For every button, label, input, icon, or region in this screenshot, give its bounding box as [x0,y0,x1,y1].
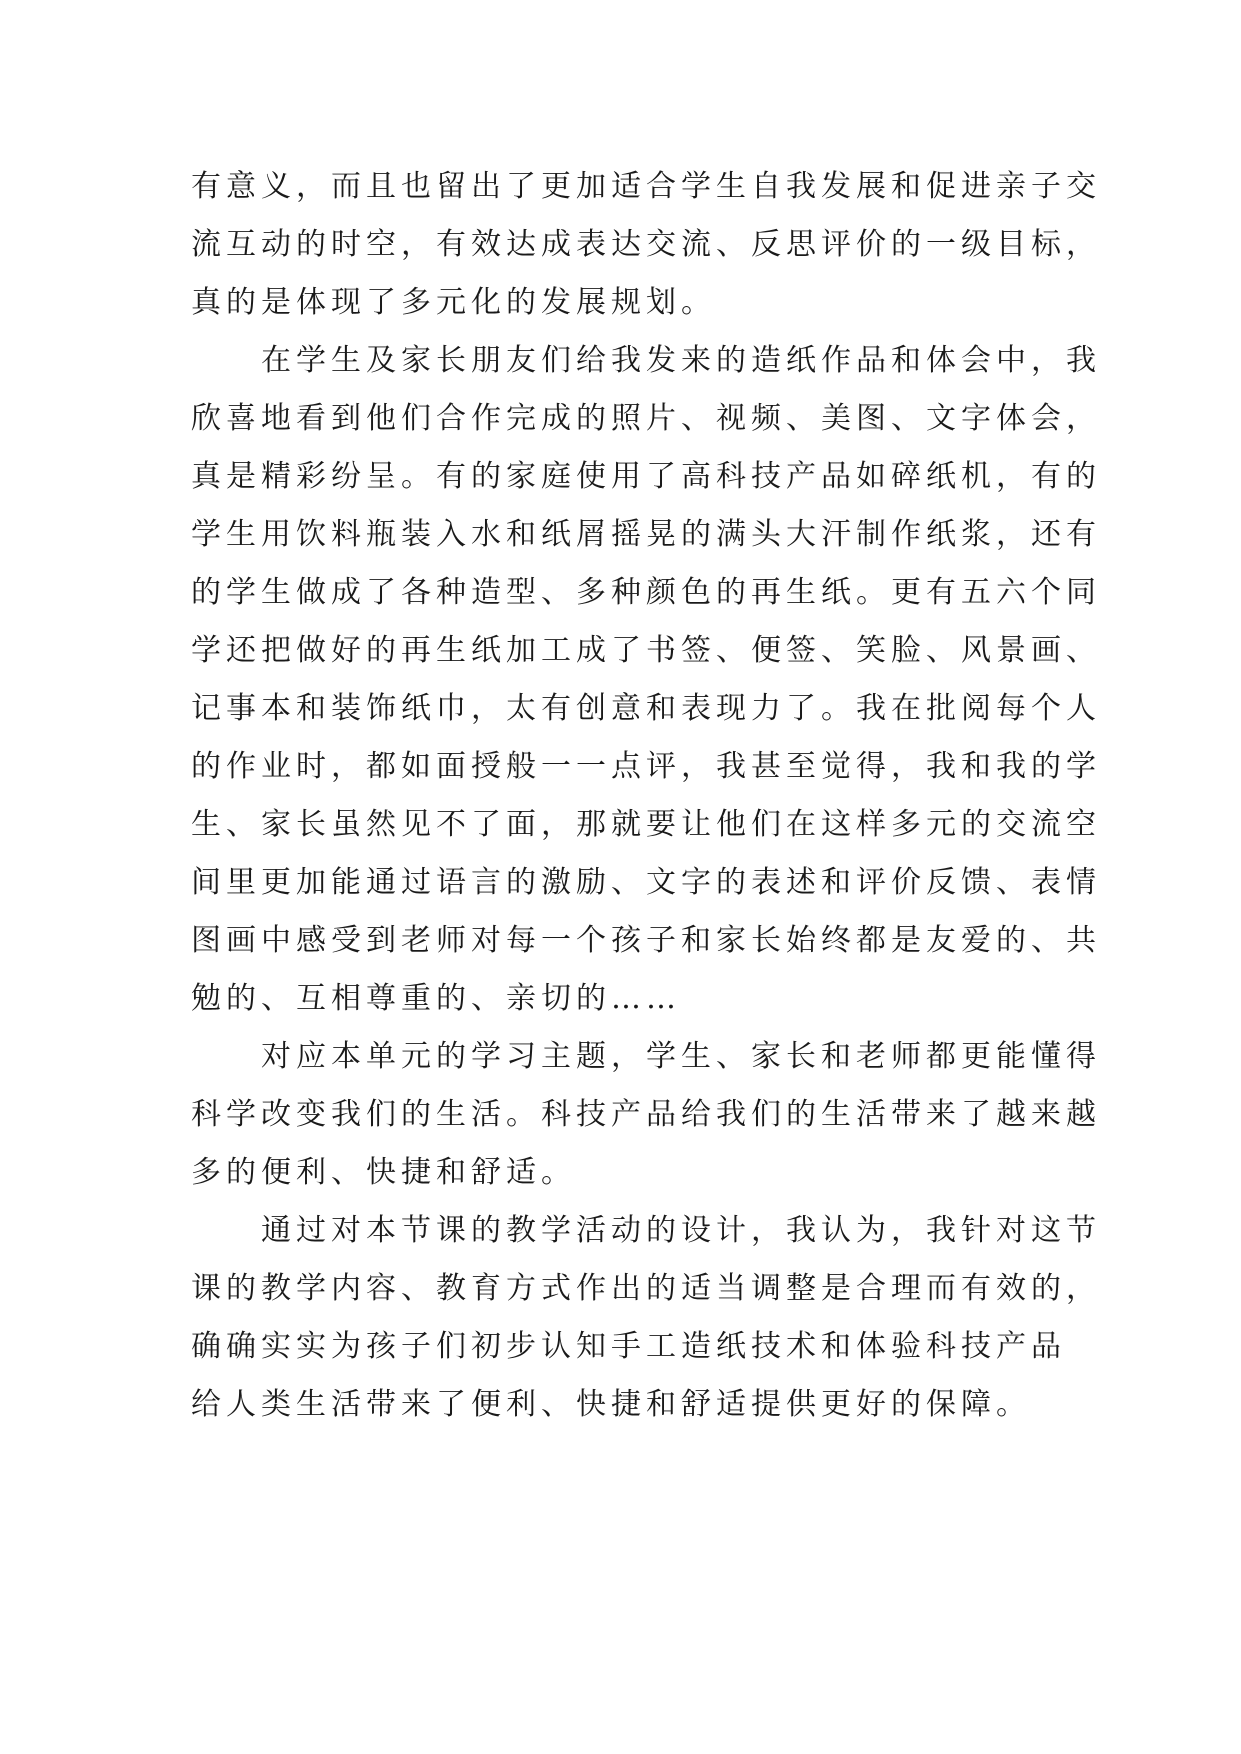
text-line: 的学生做成了各种造型、多种颜色的再生纸。更有五六个同 [191,575,1101,610]
text-line: 学生用饮料瓶装入水和纸屑摇晃的满头大汗制作纸浆，还有 [191,517,1101,552]
text-line: 勉的、互相尊重的、亲切的…… [191,981,681,1016]
text-line: 的作业时，都如面授般一一点评，我甚至觉得，我和我的学 [191,749,1101,784]
text-line: 确确实实为孩子们初步认知手工造纸技术和体验科技产品 [191,1329,1066,1364]
text-line: 学还把做好的再生纸加工成了书签、便签、笑脸、风景画、 [191,633,1101,668]
text-line: 课的教学内容、教育方式作出的适当调整是合理而有效的， [191,1271,1101,1306]
text-line: 科学改变我们的生活。科技产品给我们的生活带来了越来越 [191,1097,1101,1132]
paragraph-3 [191,1028,1101,1202]
text-line: 多的便利、快捷和舒适。 [191,1155,576,1190]
document-body [191,158,1101,1434]
paragraph-2 [191,332,1101,1028]
text-line: 真的是体现了多元化的发展规划。 [191,285,716,320]
text-line: 给人类生活带来了便利、快捷和舒适提供更好的保障。 [191,1387,1031,1422]
paragraph-1 [191,158,1101,332]
text-line: 欣喜地看到他们合作完成的照片、视频、美图、文字体会， [191,401,1101,436]
text-line: 通过对本节课的教学活动的设计，我认为，我针对这节 [261,1213,1101,1248]
text-line: 记事本和装饰纸巾，太有创意和表现力了。我在批阅每个人 [191,691,1101,726]
text-line: 图画中感受到老师对每一个孩子和家长始终都是友爱的、共 [191,923,1101,958]
text-line: 有意义，而且也留出了更加适合学生自我发展和促进亲子交 [191,169,1101,204]
text-line: 生、家长虽然见不了面，那就要让他们在这样多元的交流空 [191,807,1101,842]
text-line: 流互动的时空，有效达成表达交流、反思评价的一级目标， [191,227,1101,262]
text-line: 间里更加能通过语言的激励、文字的表述和评价反馈、表情 [191,865,1101,900]
paragraph-4 [191,1202,1101,1434]
text-line: 在学生及家长朋友们给我发来的造纸作品和体会中，我 [261,343,1101,378]
text-line: 对应本单元的学习主题，学生、家长和老师都更能懂得 [261,1039,1101,1074]
text-line: 真是精彩纷呈。有的家庭使用了高科技产品如碎纸机，有的 [191,459,1101,494]
